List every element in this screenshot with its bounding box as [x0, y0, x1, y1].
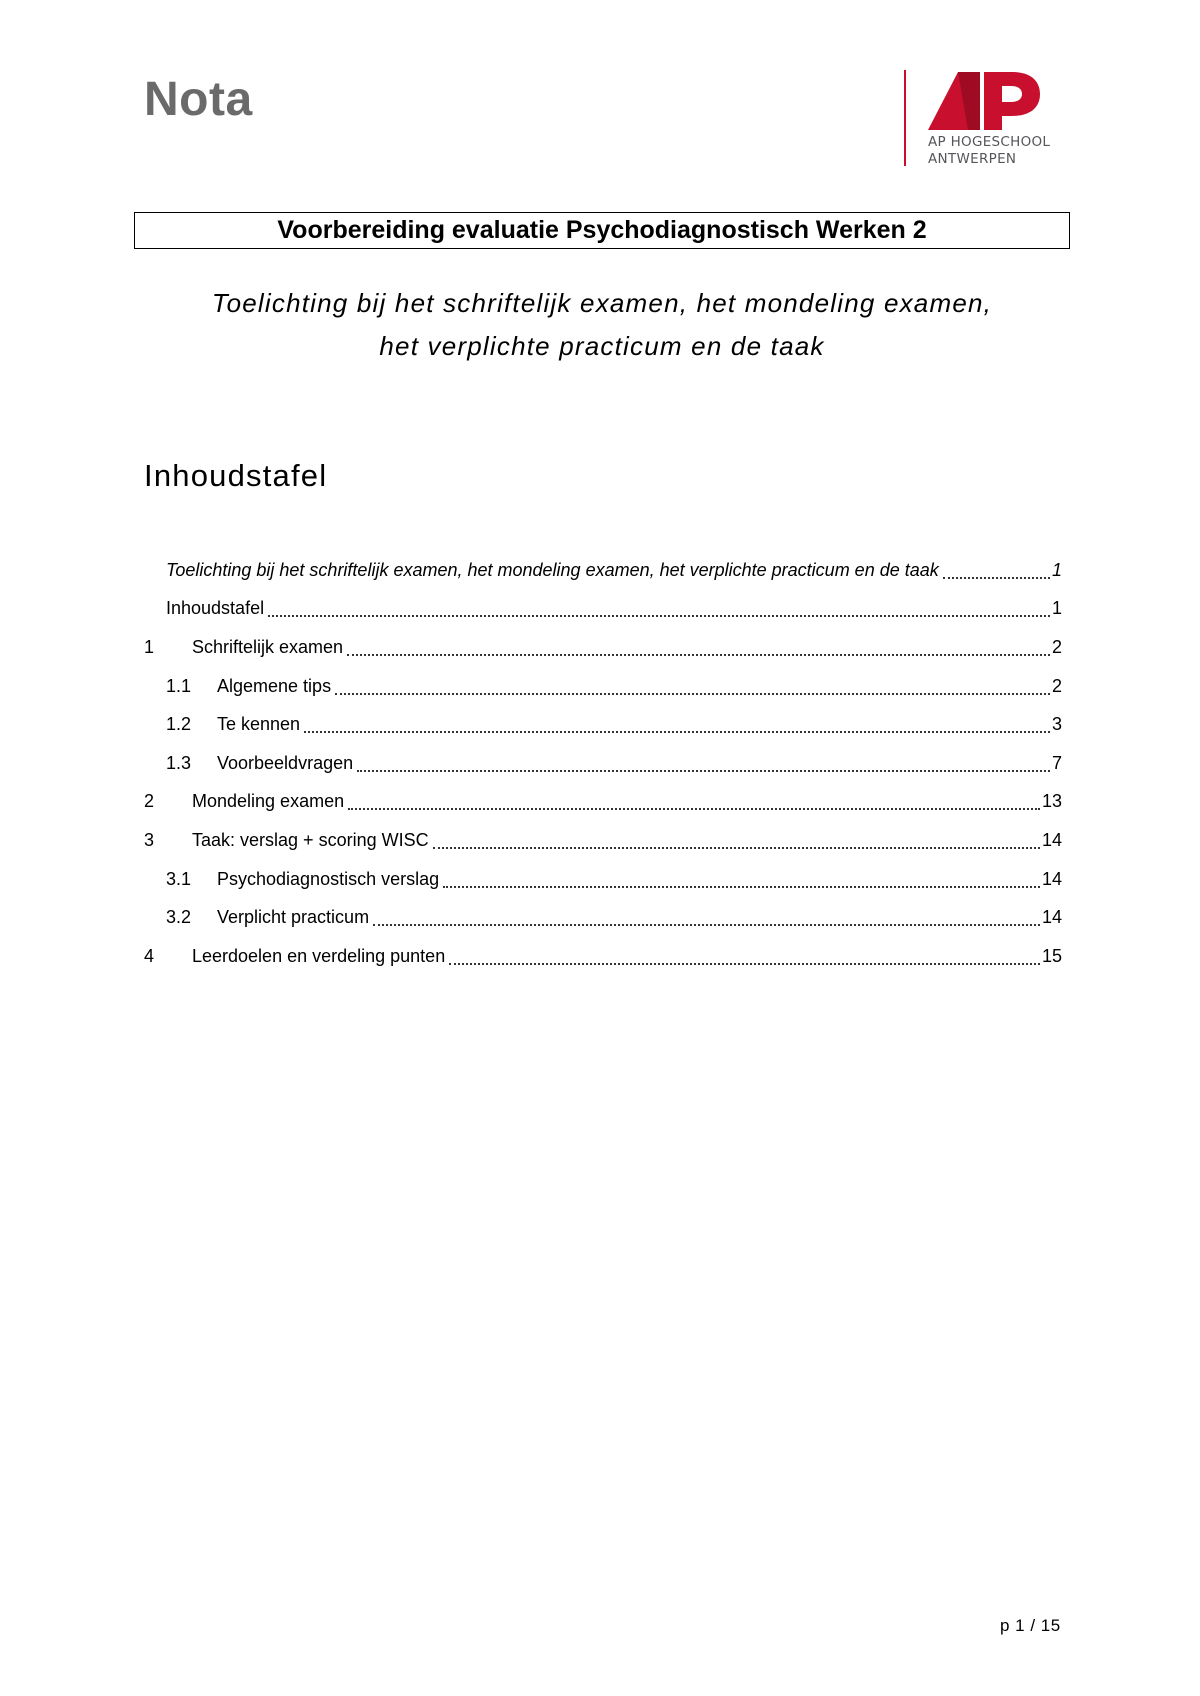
toc-leader	[943, 576, 1050, 579]
toc-leader	[449, 962, 1040, 965]
table-of-contents	[144, 551, 1062, 976]
logo-line-1: AP HOGESCHOOL	[928, 134, 1051, 150]
document-title: Voorbereiding evaluatie Psychodiagnostisch Werken 2	[134, 212, 1070, 249]
document-subtitle	[134, 282, 1070, 368]
toc-entry-1-3[interactable]	[144, 744, 1062, 783]
toc-entry-label: Psychodiagnostisch verslag	[217, 868, 440, 889]
toc-leader	[443, 885, 1040, 888]
subtitle-line-1: Toelichting bij het schriftelijk examen, het mondeling examen,	[211, 288, 993, 318]
toc-entry-label: Taak: verslag + scoring WISC	[192, 829, 429, 850]
toc-entry-page: 14	[1041, 868, 1062, 889]
toc-entry-number: 2	[144, 791, 155, 812]
toc-entry-label: Inhoudstafel	[166, 598, 265, 619]
toc-entry-number: 3	[144, 829, 155, 850]
toc-entry-label: Mondeling examen	[192, 791, 345, 812]
subtitle-line-2: het verplichte practicum en de taak	[379, 331, 825, 361]
toc-entry-number: 1.2	[166, 714, 192, 735]
toc-entry-label: Te kennen	[217, 714, 301, 735]
toc-entry-number: 3.2	[166, 907, 192, 928]
toc-entry-number: 4	[144, 945, 155, 966]
page-indicator: p 1 / 15	[1000, 1616, 1061, 1635]
toc-entry-label: Schriftelijk examen	[192, 636, 344, 657]
toc-entry-label: Algemene tips	[217, 675, 332, 696]
toc-entry-2[interactable]	[144, 783, 1062, 822]
toc-entry-page: 1	[1051, 559, 1062, 580]
toc-leader	[373, 923, 1040, 926]
toc-heading: Inhoudstafel	[144, 458, 328, 493]
logo-line-2: ANTWERPEN	[928, 151, 1017, 167]
logo-wordmark	[928, 134, 1050, 168]
toc-entry-page: 2	[1051, 675, 1062, 696]
ap-hogeschool-logo	[904, 70, 1074, 170]
toc-entry-4[interactable]	[144, 937, 1062, 976]
toc-entry-page: 2	[1051, 636, 1062, 657]
toc-entry-3[interactable]	[144, 821, 1062, 860]
toc-leader	[348, 807, 1040, 810]
toc-leader	[268, 614, 1050, 617]
logo-divider	[904, 70, 906, 166]
toc-leader	[347, 653, 1050, 656]
toc-entry-number: 1.3	[166, 752, 192, 773]
toc-entry-3-2[interactable]	[144, 898, 1062, 937]
toc-entry-3-1[interactable]	[144, 860, 1062, 899]
toc-entry-page: 13	[1041, 791, 1062, 812]
toc-leader	[304, 730, 1050, 733]
toc-entry-page: 1	[1051, 598, 1062, 619]
document-type-label: Nota	[144, 73, 253, 126]
toc-entry-number: 3.1	[166, 868, 192, 889]
toc-entry-page: 15	[1041, 945, 1062, 966]
toc-entry-toelichting[interactable]	[144, 551, 1062, 590]
toc-entry-1-2[interactable]	[144, 705, 1062, 744]
toc-leader	[433, 846, 1040, 849]
toc-entry-page: 3	[1051, 714, 1062, 735]
toc-leader	[335, 692, 1050, 695]
toc-entry-label: Voorbeeldvragen	[217, 752, 354, 773]
toc-entry-1[interactable]	[144, 628, 1062, 667]
toc-entry-page: 14	[1041, 907, 1062, 928]
toc-entry-page: 14	[1041, 829, 1062, 850]
toc-entry-1-1[interactable]	[144, 667, 1062, 706]
toc-entry-label: Verplicht practicum	[217, 907, 370, 928]
toc-entry-label: Leerdoelen en verdeling punten	[192, 945, 446, 966]
toc-entry-number: 1.1	[166, 675, 192, 696]
toc-entry-inhoudstafel[interactable]	[144, 590, 1062, 629]
ap-logo-mark-icon	[928, 72, 1046, 132]
toc-entry-page: 7	[1051, 752, 1062, 773]
toc-leader	[357, 769, 1050, 772]
toc-entry-number: 1	[144, 636, 155, 657]
toc-entry-label: Toelichting bij het schriftelijk examen, het mondeling examen, het verplichte practicum en de taak	[166, 559, 939, 580]
